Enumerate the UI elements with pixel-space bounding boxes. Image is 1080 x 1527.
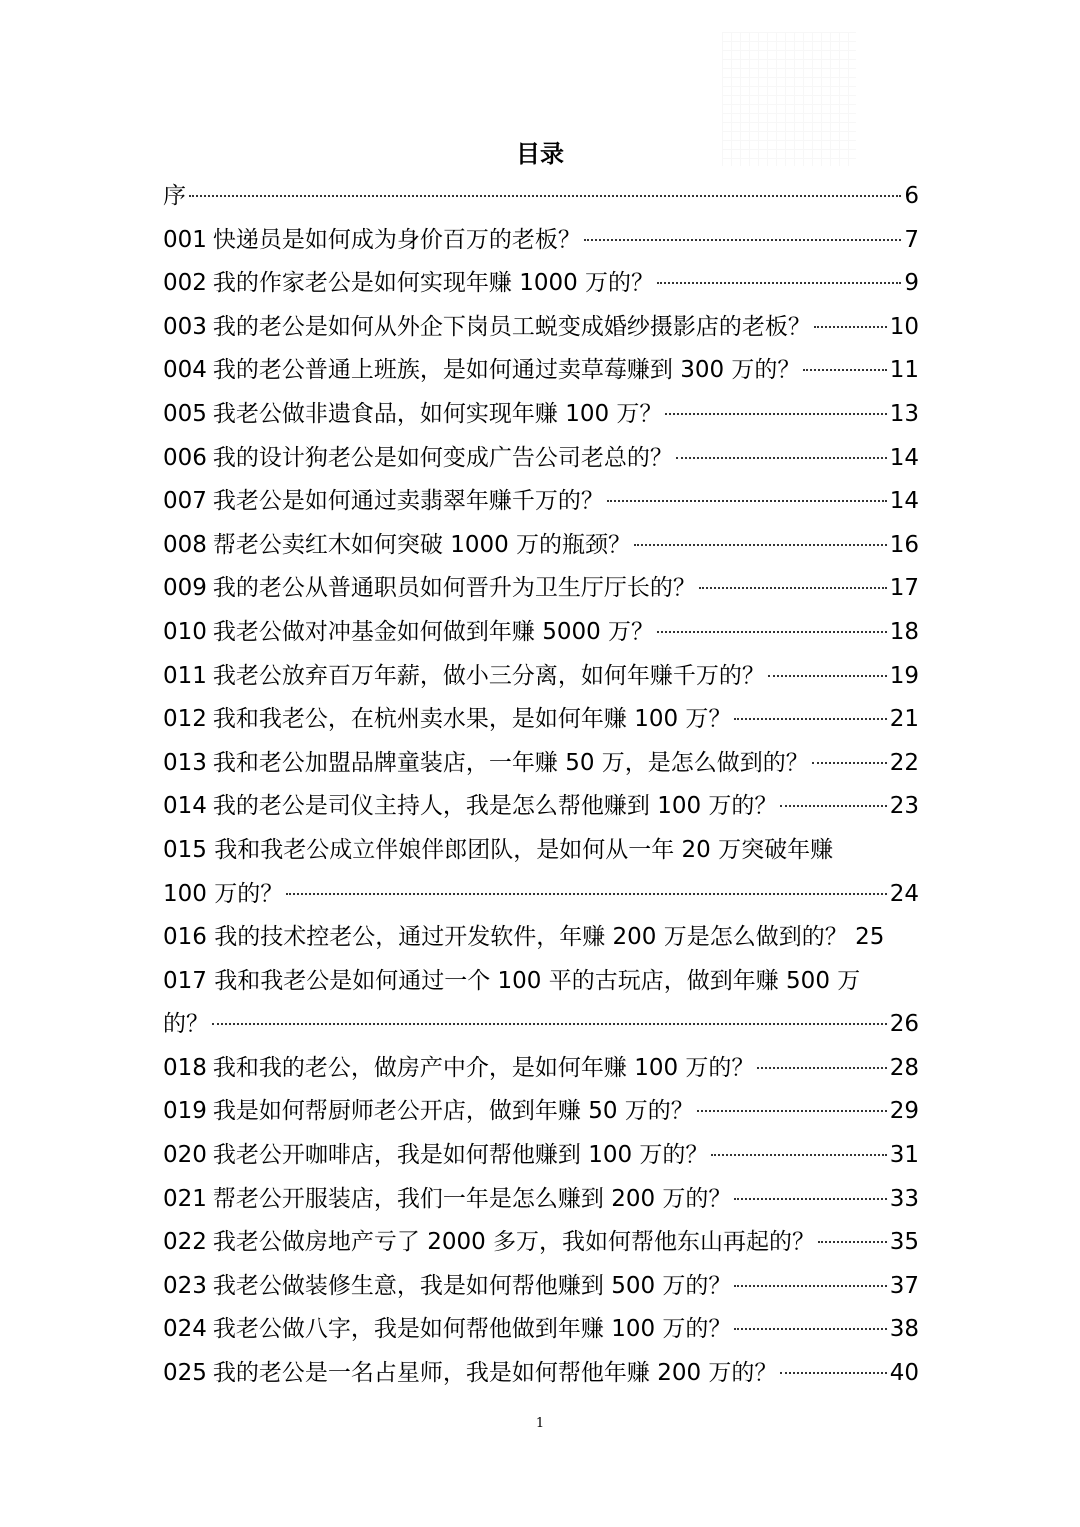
toc-entry-021[interactable] [163, 1178, 919, 1222]
toc-entry-number: 013 [163, 749, 207, 776]
toc-entry-005[interactable] [163, 393, 919, 437]
toc-entry-text: 我老公做装修生意，我是如何帮他赚到 500 万的？ [212, 1272, 732, 1299]
toc-leader-dots [634, 544, 887, 546]
toc-entry-number: 017 [163, 967, 207, 994]
toc-entry-003[interactable] [163, 306, 919, 350]
toc-entry-text-cont: 100 万的？ [163, 880, 284, 907]
toc-leader-dots [711, 1154, 886, 1156]
toc-entry-number: 003 [163, 313, 207, 340]
toc-entry-page: 40 [889, 1360, 919, 1387]
toc-entry-text: 我和我老公是如何通过一个 100 平的古玩店，做到年赚 500 万 [214, 967, 861, 994]
toc-entry-number: 002 [163, 270, 207, 297]
toc-entry-number: 022 [163, 1229, 207, 1256]
toc-entry-017[interactable] [163, 960, 919, 1047]
toc-leader-dots [657, 282, 901, 284]
toc-leader-dots [768, 675, 887, 677]
toc-entry-text: 我老公是如何通过卖翡翠年赚千万的？ [212, 488, 604, 515]
toc-entry-004[interactable] [163, 349, 919, 393]
toc-entry-010[interactable] [163, 611, 919, 655]
footer-page-number: 1 [535, 1416, 545, 1431]
toc-entry-text: 我老公做八字，我是如何帮他做到年赚 100 万的？ [212, 1316, 732, 1343]
page-title: 目录 [516, 140, 564, 168]
toc-entry-number: 014 [163, 793, 207, 820]
toc-leader-dots [780, 805, 886, 807]
toc-entry-line1 [163, 960, 919, 1004]
toc-entry-007[interactable] [163, 480, 919, 524]
toc-entry-014[interactable] [163, 785, 919, 829]
toc-entry-number: 023 [163, 1272, 207, 1299]
toc-entry-009[interactable] [163, 567, 919, 611]
toc-entry-number: 016 [163, 924, 207, 951]
toc-entry-002[interactable] [163, 262, 919, 306]
toc-entry-number: 012 [163, 706, 207, 733]
toc-entry-text: 帮老公开服装店，我们一年是怎么赚到 200 万的？ [212, 1185, 732, 1212]
toc-entry-page: 21 [889, 706, 919, 733]
toc-entry-page: 37 [889, 1272, 919, 1299]
toc-entry-012[interactable] [163, 698, 919, 742]
toc-entry-number: 001 [163, 226, 207, 253]
toc-entry-016[interactable] [163, 916, 919, 960]
toc-entry-line2 [163, 1003, 919, 1047]
toc-entry-page: 29 [889, 1098, 919, 1125]
toc-leader-dots [734, 1285, 886, 1287]
toc-entry-number: 015 [163, 836, 207, 863]
toc-entry-text: 我和我的老公，做房产中介，是如何年赚 100 万的？ [212, 1054, 755, 1081]
toc-leader-dots [812, 762, 887, 764]
toc-entry-number: 006 [163, 444, 207, 471]
toc-entry-page: 16 [889, 531, 919, 558]
toc-leader-dots [584, 239, 901, 241]
toc-entry-number: 009 [163, 575, 207, 602]
toc-leader-dots [212, 1023, 887, 1025]
toc-entry-page: 23 [889, 793, 919, 820]
toc-entry-page: 11 [889, 357, 919, 384]
toc-entry-number: 005 [163, 400, 207, 427]
toc-leader-dots [818, 1241, 887, 1243]
toc-entry-page: 22 [889, 749, 919, 776]
toc-leader-dots [697, 1110, 887, 1112]
toc-entry-text: 我老公做对冲基金如何做到年赚 5000 万？ [212, 618, 655, 645]
toc-entry-page: 17 [889, 575, 919, 602]
toc-entry-page: 9 [904, 270, 919, 297]
toc-entry-text: 我的设计狗老公是如何变成广告公司老总的？ [212, 444, 673, 471]
toc-entry-text: 我老公开咖啡店，我是如何帮他赚到 100 万的？ [212, 1142, 709, 1169]
toc-entry-number: 007 [163, 488, 207, 515]
toc-entry-025[interactable] [163, 1352, 919, 1396]
toc-entry-text: 帮老公卖红木如何突破 1000 万的瓶颈？ [212, 531, 632, 558]
toc-entry-page: 28 [889, 1054, 919, 1081]
toc-entry-line2 [163, 873, 919, 917]
toc-entry-page: 35 [889, 1229, 919, 1256]
toc-entry-015[interactable] [163, 829, 919, 916]
toc-entry-page: 10 [889, 313, 919, 340]
toc-entry-number: 018 [163, 1054, 207, 1081]
toc-entry-text: 我和老公加盟品牌童装店，一年赚 50 万，是怎么做到的？ [212, 749, 809, 776]
toc-entry-text: 我的老公是一名占星师，我是如何帮他年赚 200 万的？ [212, 1360, 778, 1387]
toc-entry-page: 33 [889, 1185, 919, 1212]
toc-entry-008[interactable] [163, 524, 919, 568]
toc-entry-text: 我的老公是司仪主持人，我是怎么帮他赚到 100 万的？ [212, 793, 778, 820]
toc-entry-page: 19 [889, 662, 919, 689]
toc-entry-023[interactable] [163, 1265, 919, 1309]
toc-entry-page: 26 [889, 1011, 919, 1038]
toc-entry-page: 24 [889, 880, 919, 907]
toc-entry-page: 18 [889, 618, 919, 645]
toc-entry-text: 序 [163, 183, 186, 209]
toc-entry-024[interactable] [163, 1308, 919, 1352]
toc-entry-page: 7 [904, 226, 919, 253]
toc-entry-page: 14 [889, 488, 919, 515]
toc-leader-dots [734, 1328, 886, 1330]
toc-entry-011[interactable] [163, 655, 919, 699]
toc-leader-dots [814, 326, 887, 328]
toc-entry-number: 008 [163, 531, 207, 558]
toc-entry-page: 25 [855, 924, 885, 951]
toc-leader-dots [676, 457, 887, 459]
toc-entry-022[interactable] [163, 1221, 919, 1265]
toc-entry-page: 31 [889, 1142, 919, 1169]
toc-entry-number: 004 [163, 357, 207, 384]
toc-leader-dots [803, 369, 886, 371]
toc-entry-text: 我的作家老公是如何实现年赚 1000 万的？ [212, 270, 655, 297]
toc-entry-number: 010 [163, 618, 207, 645]
toc-entry-text: 我的老公是如何从外企下岗员工蜕变成婚纱摄影店的老板？ [212, 313, 811, 340]
toc-entry-text: 我老公做非遗食品，如何实现年赚 100 万？ [212, 400, 663, 427]
toc-entry-text: 我的老公从普通职员如何晋升为卫生厅厅长的？ [212, 575, 696, 602]
toc-entry-006[interactable] [163, 437, 919, 481]
toc-entry-number: 019 [163, 1098, 207, 1125]
toc-leader-dots [734, 718, 886, 720]
toc-entry-018[interactable] [163, 1047, 919, 1091]
toc-entry-number: 025 [163, 1360, 207, 1387]
toc-leader-dots [665, 413, 886, 415]
toc-entry-number: 020 [163, 1142, 207, 1169]
toc-entry-number: 024 [163, 1316, 207, 1343]
table-of-contents [163, 175, 919, 1396]
toc-entry-020[interactable] [163, 1134, 919, 1178]
toc-entry-preface[interactable] [163, 175, 919, 219]
toc-entry-text: 我和我老公成立伴娘伴郎团队，是如何从一年 20 万突破年赚 [214, 836, 834, 863]
toc-entry-text: 我是如何帮厨师老公开店，做到年赚 50 万的？ [212, 1098, 694, 1125]
toc-entry-number: 011 [163, 662, 207, 689]
toc-entry-page: 38 [889, 1316, 919, 1343]
toc-leader-dots [734, 1198, 886, 1200]
toc-entry-line1 [163, 829, 919, 873]
toc-entry-page: 13 [889, 400, 919, 427]
toc-entry-text-cont: 的？ [163, 1011, 209, 1038]
toc-entry-number: 021 [163, 1185, 207, 1212]
toc-entry-013[interactable] [163, 742, 919, 786]
toc-leader-dots [607, 500, 887, 502]
toc-entry-019[interactable] [163, 1090, 919, 1134]
toc-leader-dots [657, 631, 887, 633]
toc-entry-page: 6 [904, 183, 919, 209]
toc-leader-dots [699, 587, 887, 589]
toc-leader-dots [757, 1067, 886, 1069]
toc-entry-text: 我和我老公，在杭州卖水果，是如何年赚 100 万？ [212, 706, 732, 733]
toc-leader-dots [286, 893, 887, 895]
toc-leader-dots [780, 1372, 886, 1374]
toc-entry-text: 我的技术控老公，通过开发软件，年赚 200 万是怎么做到的？ [214, 924, 848, 951]
toc-entry-text: 我老公放弃百万年薪，做小三分离，如何年赚千万的？ [212, 662, 765, 689]
toc-entry-text: 快递员是如何成为身价百万的老板？ [212, 226, 581, 253]
toc-entry-text: 我的老公普通上班族，是如何通过卖草莓赚到 300 万的？ [212, 357, 801, 384]
toc-entry-001[interactable] [163, 219, 919, 263]
toc-entry-page: 14 [889, 444, 919, 471]
toc-entry-text: 我老公做房地产亏了 2000 多万，我如何帮他东山再起的？ [212, 1229, 816, 1256]
toc-leader-dots [189, 195, 901, 197]
